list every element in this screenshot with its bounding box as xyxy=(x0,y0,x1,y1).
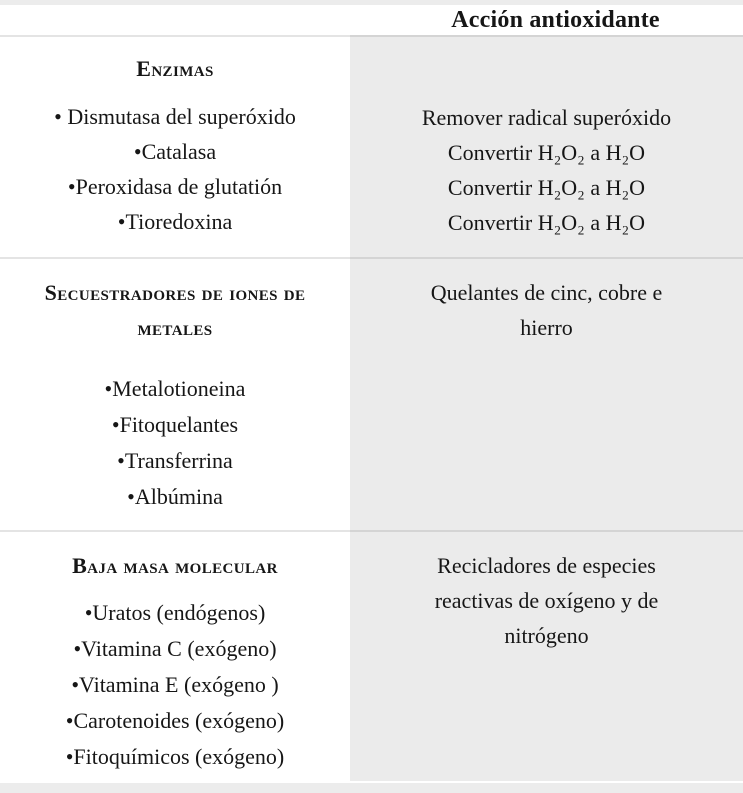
action-text-line: Convertir H₂O₂ a H₂O xyxy=(447,175,646,200)
list-item: •Uratos (endógenos) xyxy=(84,600,266,625)
section-enzimas-action-cell xyxy=(350,35,743,257)
table-header-row xyxy=(0,5,743,35)
category-heading-line: Baja masa molecular xyxy=(72,553,278,578)
action-text-line: hierro xyxy=(520,315,573,340)
list-item: •Catalasa xyxy=(133,139,217,164)
category-item-list xyxy=(0,371,350,515)
category-heading xyxy=(0,51,350,86)
category-heading-line: Enzimas xyxy=(136,56,214,81)
action-column-title: Acción antioxidante xyxy=(451,6,660,33)
action-text-line: Convertir H₂O₂ a H₂O xyxy=(447,140,646,165)
section-baja-masa-action-cell xyxy=(350,530,743,781)
list-item: •Vitamina E (exógeno ) xyxy=(71,672,279,697)
section-enzimas-category-cell xyxy=(0,35,350,257)
section-baja-masa-category-cell xyxy=(0,530,350,781)
section-secuestradores xyxy=(0,257,743,530)
action-text-line: Convertir H₂O₂ a H₂O xyxy=(447,210,646,235)
action-text-line: Quelantes de cinc, cobre e xyxy=(430,280,663,305)
section-secuestradores-action-cell xyxy=(350,257,743,530)
list-item: •Tioredoxina xyxy=(117,209,233,234)
section-secuestradores-category-cell xyxy=(0,257,350,530)
section-baja-masa xyxy=(0,530,743,781)
category-heading-line: metales xyxy=(137,315,213,340)
list-item: •Metalotioneina xyxy=(104,376,246,401)
action-text-line: reactivas de oxígeno y de xyxy=(434,588,659,613)
category-heading xyxy=(0,275,350,345)
list-item: • Dismutasa del superóxido xyxy=(54,104,296,129)
category-item-list xyxy=(0,595,350,775)
action-text-line: nitrógeno xyxy=(504,623,589,648)
list-item: •Carotenoides (exógeno) xyxy=(65,708,285,733)
table-bottom-border xyxy=(0,783,743,793)
category-item-list xyxy=(0,99,350,239)
list-item: •Vitamina C (exógeno) xyxy=(73,636,277,661)
list-item: •Albúmina xyxy=(127,484,223,509)
list-item: •Fitoquelantes xyxy=(111,412,239,437)
action-text-line: Recicladores de especies xyxy=(437,553,656,578)
action-text-line: Remover radical superóxido xyxy=(421,105,672,130)
section-enzimas xyxy=(0,35,743,257)
list-item: •Fitoquímicos (exógeno) xyxy=(65,744,285,769)
list-item: •Transferrina xyxy=(117,448,233,473)
list-item: •Peroxidasa de glutatión xyxy=(67,174,283,199)
category-heading xyxy=(0,548,350,583)
category-heading-line: Secuestradores de iones de xyxy=(44,280,306,305)
